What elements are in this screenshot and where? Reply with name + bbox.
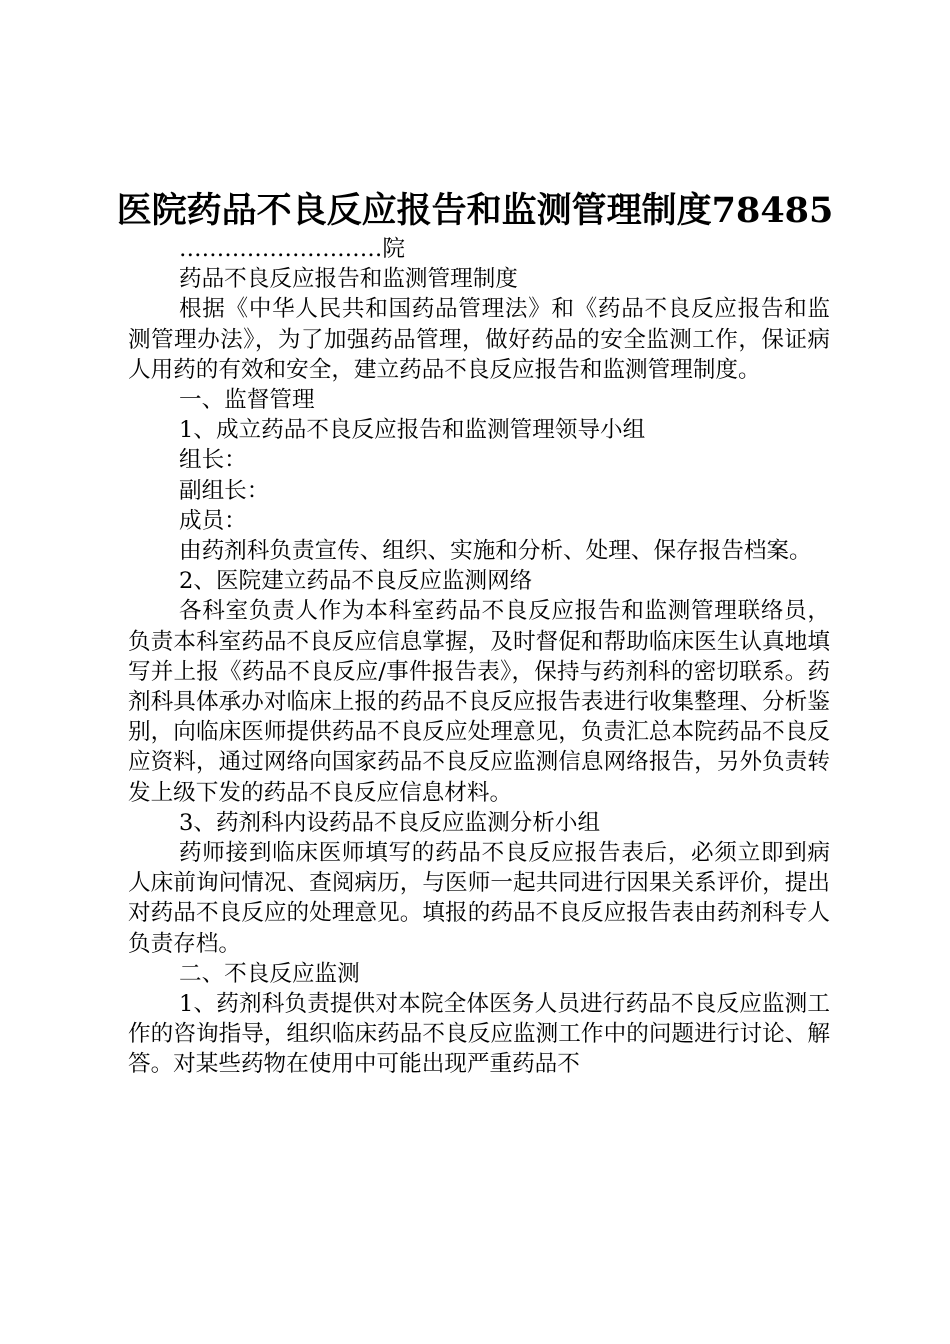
section-heading-monitoring: 二、不良反应监测 [179, 960, 360, 987]
group-leader-line: 组长： [179, 447, 247, 474]
network-paragraph: 各科室负责人作为本科室药品不良反应报告和监测管理联络员，负责本科室药品不良反应信息掌握，及时督促和帮助临床医生认真地填写并上报《药品不良反应/事件报告表》，保持与药剂科的密切联系。药剂科具体承办对临床上报的药品不良反应报告表进行收集整理、分析鉴别，向临床医师提供药品不良反应处理意见，负责汇总本院药品不良反应资料，通过网络向国家药品不良反应监测信息网络报告，另外负责转发上级下发的药品不良反应信息材料。 [128, 598, 830, 806]
intro-paragraph: 根据《中华人民共和国药品管理法》和《药品不良反应报告和监测管理办法》，为了加强药品管理，做好药品的安全监测工作，保证病人用药的有效和安全，建立药品不良反应报告和监测管理制度。 [128, 296, 830, 383]
members-line: 成员： [179, 507, 247, 534]
document-subtitle: 药品不良反应报告和监测管理制度 [179, 266, 518, 293]
document-body [128, 234, 830, 1080]
pharmacist-paragraph: 药师接到临床医师填写的药品不良反应报告表后，必须立即到病人床前询问情况、查阅病历，与医师一起共同进行因果关系评价，提出对药品不良反应的处理意见。填报的药品不良反应报告表由药剂科专人负责存档。 [128, 840, 830, 957]
section-heading-supervision: 一、监督管理 [179, 387, 315, 414]
deputy-leader-line: 副组长： [179, 477, 270, 504]
item-leadership-group: 1、成立药品不良反应报告和监测管理领导小组 [179, 417, 646, 444]
document-title: 医院药品不良反应报告和监测管理制度78485 [116, 190, 834, 231]
pharmacy-duty-paragraph: 由药剂科负责宣传、组织、实施和分析、处理、保存报告档案。 [179, 538, 812, 565]
consulting-paragraph: 1、药剂科负责提供对本院全体医务人员进行药品不良反应监测工作的咨询指导，组织临床药品不良反应监测工作中的问题进行讨论、解答。对某些药物在使用中可能出现严重药品不 [128, 991, 830, 1078]
item-monitoring-network: 2、医院建立药品不良反应监测网络 [179, 568, 533, 595]
hospital-name-line: ………………………院 [179, 236, 405, 262]
item-analysis-group: 3、药剂科内设药品不良反应监测分析小组 [179, 809, 601, 836]
